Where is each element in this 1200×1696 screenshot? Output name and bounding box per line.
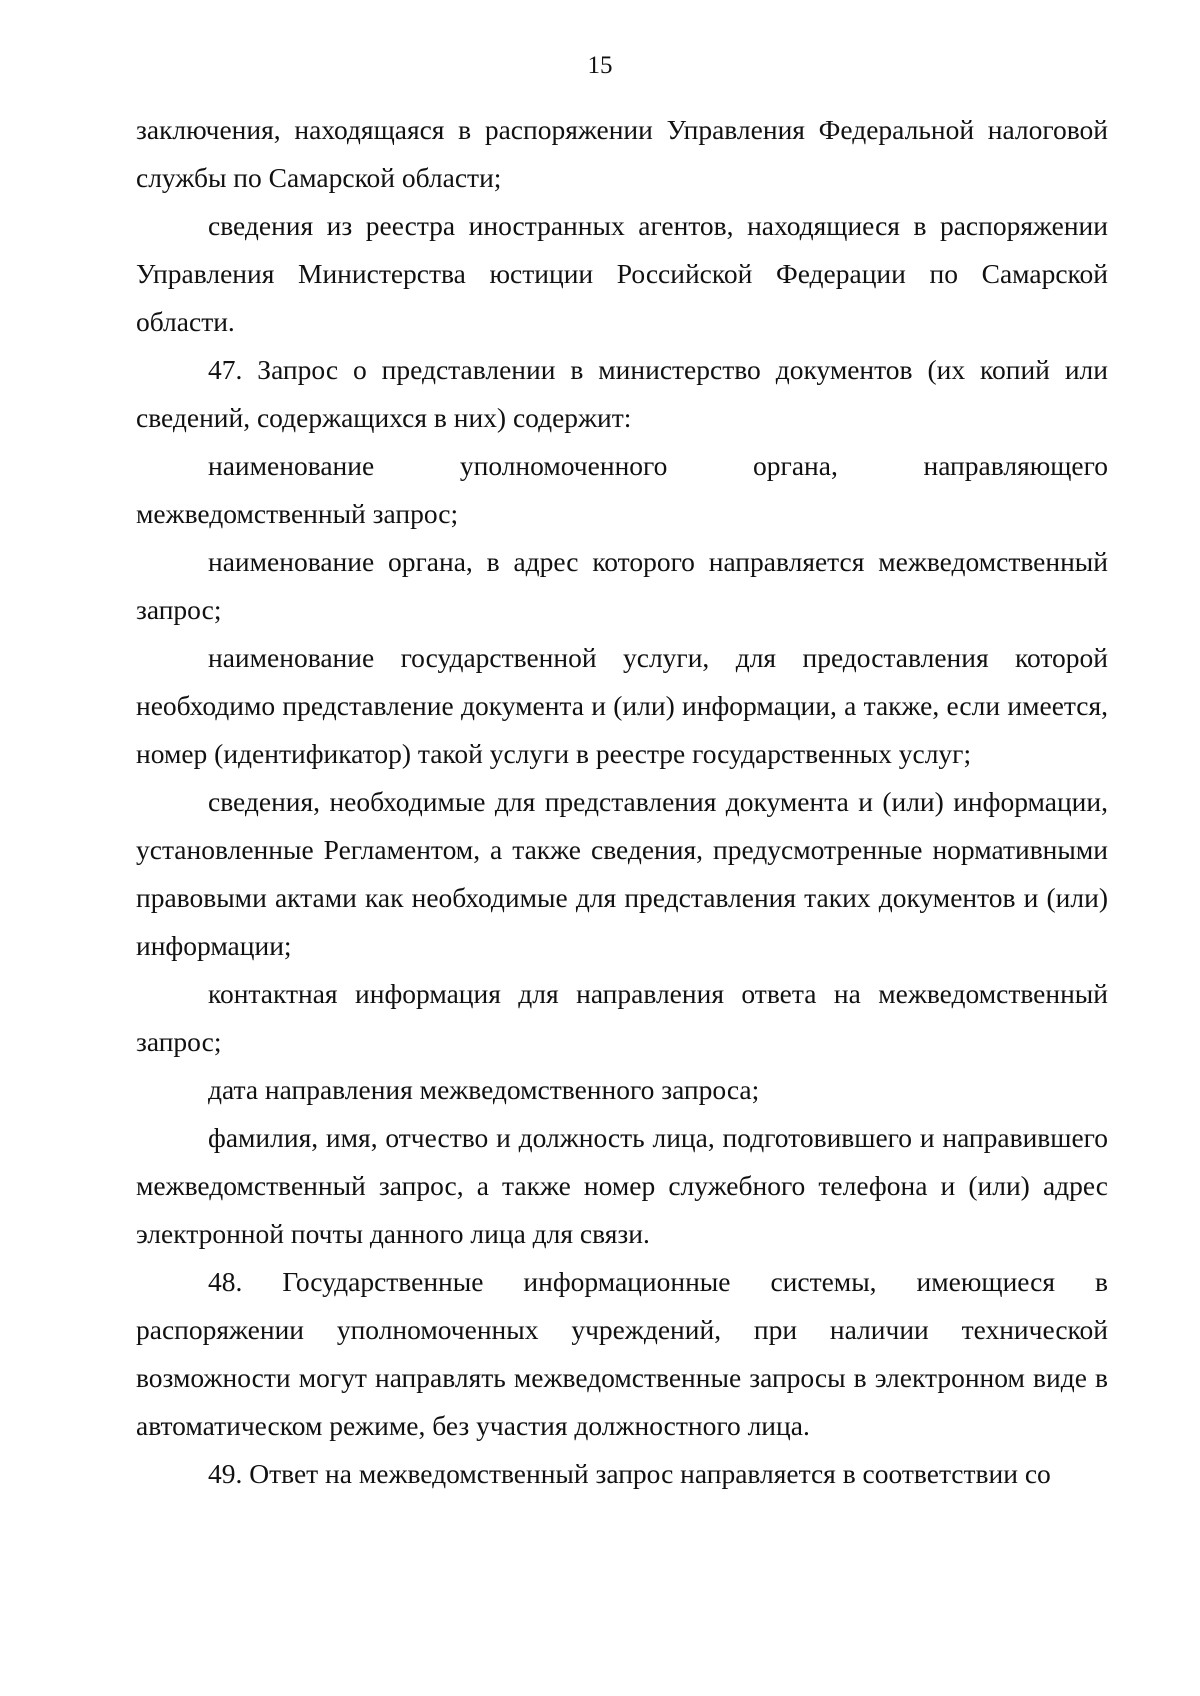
paragraph-responsible-person: фамилия, имя, отчество и должность лица, подготовившего и направившего межведомственный запрос, а также номер служебного телефона и (или) адрес электронной почты данного лица для связи. bbox=[136, 1122, 1108, 1249]
paragraph-continuation: заключения, находящаяся в распоряжении Управления Федеральной налоговой службы по Самарской области; bbox=[136, 114, 1108, 193]
paragraph-48: 48. Государственные информационные системы, имеющиеся в распоряжении уполномоченных учреждений, при наличии технической возможности могут направлять межведомственные запросы в электронном виде в автоматическом режиме, без участия должностного лица. bbox=[136, 1266, 1108, 1441]
paragraph-service-name: наименование государственной услуги, для предоставления которой необходимо представление документа и (или) информации, а также, если имеется, номер (идентификатор) такой услуги в реестре государственных услуг; bbox=[136, 642, 1108, 769]
paragraph-foreign-agents-registry: сведения из реестра иностранных агентов, находящиеся в распоряжении Управления Министерства юстиции Российской Федерации по Самарской области. bbox=[136, 210, 1108, 337]
paragraph-required-info: сведения, необходимые для представления документа и (или) информации, установленные Регламентом, а также сведения, предусмотренные нормативными правовыми актами как необходимые для представления таких документов и (или) информации; bbox=[136, 786, 1108, 961]
paragraph-recipient-name: наименование органа, в адрес которого направляется межведомственный запрос; bbox=[136, 546, 1108, 625]
document-body bbox=[136, 106, 1108, 1498]
paragraph-49: 49. Ответ на межведомственный запрос направляется в соответствии со bbox=[208, 1458, 1051, 1489]
paragraph-contact-info: контактная информация для направления ответа на межведомственный запрос; bbox=[136, 978, 1108, 1057]
paragraph-request-date: дата направления межведомственного запроса; bbox=[208, 1074, 760, 1105]
paragraph-authority-name: наименование уполномоченного органа, направляющего межведомственный запрос; bbox=[136, 450, 1108, 529]
page-number: 15 bbox=[587, 52, 613, 79]
paragraph-47: 47. Запрос о представлении в министерство документов (их копий или сведений, содержащихся в них) содержит: bbox=[136, 354, 1108, 433]
